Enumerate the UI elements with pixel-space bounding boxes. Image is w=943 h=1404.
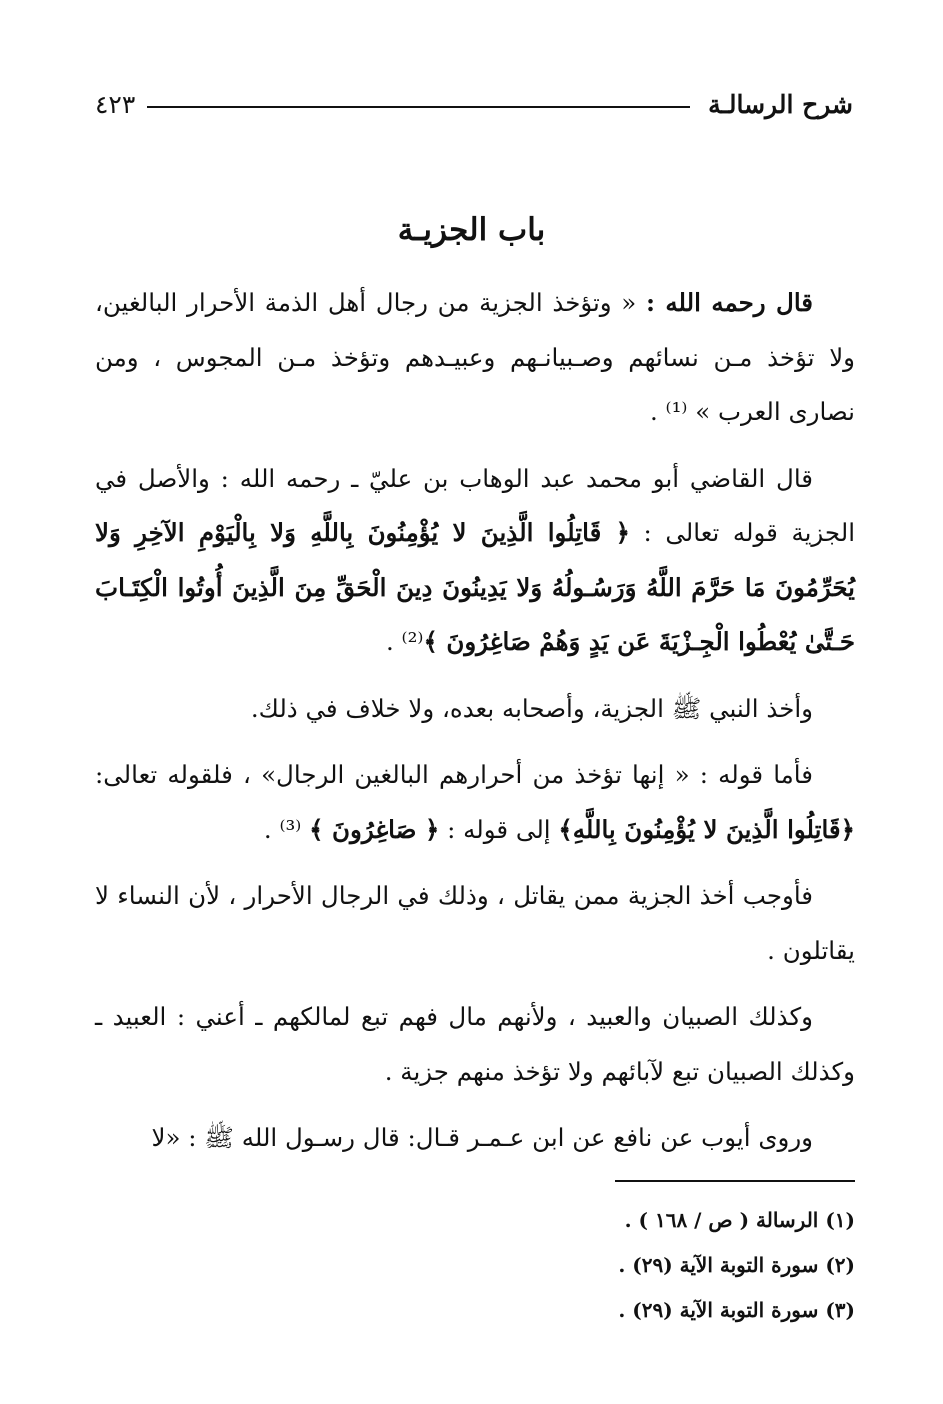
footnote-3: (٣) سورة التوبة الآية (٢٩) . xyxy=(618,1298,855,1322)
body-text xyxy=(95,276,855,1178)
quran-verse-2: ﴿قَاتِلُوا الَّذِينَ لا يُؤْمِنُونَ بِاللَّهِ﴾ xyxy=(558,814,855,844)
paragraph-2-text: قال القاضي أبو محمد عبد الوهاب بن عليّ ـ رحمه الله : والأصل في الجزية قوله تعالى : xyxy=(95,463,855,547)
paragraph-5-text: فأوجب أخذ الجزية ممن يقاتل ، وذلك في الرجال الأحرار ، لأن النساء لا يقاتلون . xyxy=(95,881,855,965)
page-number: ٤٢٣ xyxy=(95,89,136,119)
running-title: شرح الرسالـة xyxy=(708,89,853,119)
quran-verse-1: ﴿ قَاتِلُوا الَّذِينَ لا يُؤْمِنُونَ بِاللَّهِ وَلا بِالْيَوْمِ الآخِرِ وَلا يُحَرِّمُونَ مَا حَرَّمَ اللَّهُ وَرَسُـولُهُ وَلا يَدِينُونَ دِينَ الْحَقِّ مِنَ الَّذِينَ أُوتُوا الْكِتَـابَ حَـتَّىٰ يُعْطُوا الْجِـزْيَةَ عَن يَدٍ وَهُمْ صَاغِرُونَ ﴾ xyxy=(95,518,855,656)
paragraph-3-text: وأخذ النبي ﷺ الجزية، وأصحابه بعده، ولا خلاف في ذلك. xyxy=(250,693,813,723)
paragraph-6-text: وكذلك الصبيان والعبيد ، ولأنهم مال فهم تبع لمالكهم ـ أعني : العبيد ـ وكذلك الصبيان تبع لآبائهم ولا تؤخذ منهم جزية . xyxy=(95,1002,855,1086)
paragraph-2 xyxy=(95,452,855,670)
paragraph-4-mid: إلى قوله : xyxy=(439,814,559,844)
paragraph-7 xyxy=(95,1111,855,1166)
paragraph-4-text: فأما قوله : « إنها تؤخذ من أحرارهم البالغين الرجال» ، فلقوله تعالى: xyxy=(95,760,813,789)
paragraph-1 xyxy=(95,276,855,440)
footnote-2: (٢) سورة التوبة الآية (٢٩) . xyxy=(618,1253,855,1277)
paragraph-4-tail: ⁽³⁾ . xyxy=(263,814,310,844)
running-header xyxy=(95,84,853,124)
chapter-title: باب الجزيـة xyxy=(397,212,546,248)
paragraph-7-text: وروى أيوب عن نافع عن ابن عـمـر قـال: قال رسـول الله ﷺ : «لا xyxy=(151,1123,813,1152)
footnote-rule xyxy=(615,1180,855,1182)
paragraph-6 xyxy=(95,990,855,1099)
paragraph-1-lead: قال رحمه الله : xyxy=(645,288,813,317)
quran-verse-3: ﴿ صَاغِرُونَ ﴾ xyxy=(309,814,440,844)
paragraph-5 xyxy=(95,869,855,978)
footnote-1: (١) الرسالة ( ص / ١٦٨ ) . xyxy=(624,1208,855,1232)
paragraph-2-tail: ⁽²⁾ . xyxy=(385,627,424,656)
paragraph-3 xyxy=(95,682,855,737)
header-rule xyxy=(147,106,690,108)
paragraph-1-text: « وتؤخذ الجزية من رجال أهل الذمة الأحرار البالغين، ولا تؤخذ مـن نسائهم وصـبيانـهم وعبيـدهم وتؤخذ مـن المجوس ، ومن نصارى العرب » ⁽¹⁾ . xyxy=(95,288,855,426)
paragraph-4 xyxy=(95,748,855,857)
footnotes xyxy=(95,1198,855,1333)
